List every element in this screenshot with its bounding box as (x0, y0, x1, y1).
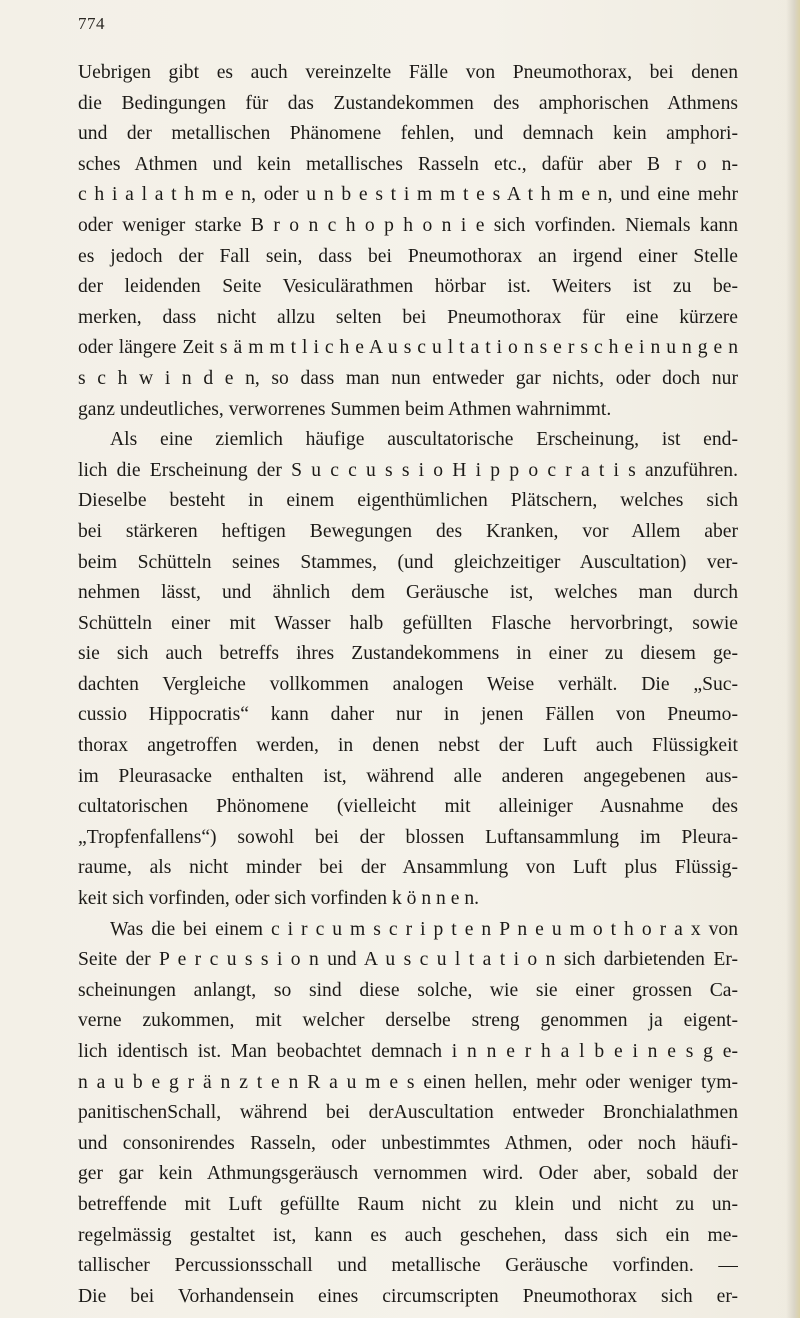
text-line: oder längere Zeit s ä m m t l i c h e A u s c u l t a t i o n s e r s c h e i n u n g e n (78, 337, 738, 359)
text-line: n a u b e g r ä n z t e n R a u m e s einen hellen, mehr oder weniger tym- (78, 1071, 738, 1093)
text-line: cultatorischen Phönomene (vielleicht mit alleiniger Ausnahme des (78, 796, 738, 818)
text-line: dachten Vergleiche vollkommen analogen Weise verhält. Die „Suc- (78, 673, 738, 695)
text-line: tallischer Percussionsschall und metallische Geräusche vorfinden. — (78, 1255, 738, 1277)
text-line: die Bedingungen für das Zustandekommen des amphorischen Athmens (78, 92, 738, 114)
body-text (78, 58, 738, 1312)
text-line: Uebrigen gibt es auch vereinzelte Fälle von Pneumothorax, bei denen (78, 62, 738, 83)
text-line: panitischenSchall, während bei derAuscultation entweder Bronchialathmen (78, 1102, 738, 1124)
text-line: ganz undeutliches, verworrenes Summen beim Athmen wahrnimmt. (78, 398, 612, 420)
text-line: und der metallischen Phänomene fehlen, und demnach kein amphori- (78, 123, 738, 145)
text-line: nehmen lässt, und ähnlich dem Geräusche ist, welches man durch (78, 582, 738, 604)
text-line: sches Athmen und kein metallisches Rasseln etc., dafür aber B r o n- (78, 153, 738, 175)
text-line: s c h w i n d e n, so dass man nun entweder gar nichts, oder doch nur (78, 367, 738, 389)
text-line: der leidenden Seite Vesiculärathmen hörbar ist. Weiters ist zu be- (78, 276, 738, 298)
text-line: keit sich vorfinden, oder sich vorfinden k ö n n e n. (78, 888, 480, 910)
text-line: Die bei Vorhandensein eines circumscripten Pneumothorax sich er- (78, 1285, 738, 1307)
text-line: regelmässig gestaltet ist, kann es auch geschehen, dass sich ein me- (78, 1224, 738, 1246)
text-line: verne zukommen, mit welcher derselbe streng genommen ja eigent- (78, 1010, 738, 1032)
text-line: sie sich auch betreffs ihres Zustandekommens in einer zu diesem ge- (78, 643, 738, 665)
page-number: 774 (78, 14, 105, 33)
text-line: oder weniger starke B r o n c h o p h o n i e sich vorfinden. Niemals kann (78, 214, 738, 236)
text-line: c h i a l a t h m e n, oder u n b e s t i m m t e s A t h m e n, und eine mehr (78, 184, 738, 206)
text-line: cussio Hippocratis“ kann daher nur in jenen Fällen von Pneumo- (78, 704, 738, 726)
text-line: merken, dass nicht allzu selten bei Pneumothorax für eine kürzere (78, 306, 738, 328)
text-line: es jedoch der Fall sein, dass bei Pneumothorax an irgend einer Stelle (78, 245, 738, 267)
text-line: Seite der P e r c u s s i o n und A u s c u l t a t i o n sich darbietenden Er- (78, 949, 738, 971)
text-line: beim Schütteln seines Stammes, (und gleichzeitiger Auscultation) ver- (78, 551, 738, 573)
text-line: lich die Erscheinung der S u c c u s s i o H i p p o c r a t i s anzuführen. (78, 459, 738, 481)
text-line: im Pleurasacke enthalten ist, während alle anderen angegebenen aus- (78, 765, 738, 787)
text-line: lich identisch ist. Man beobachtet demnach i n n e r h a l b e i n e s g e- (78, 1041, 738, 1062)
text-line: Dieselbe besteht in einem eigenthümlichen Plätschern, welches sich (78, 490, 738, 512)
text-line: thorax angetroffen werden, in denen nebst der Luft auch Flüssigkeit (78, 735, 738, 757)
page-edge (786, 0, 800, 1318)
text-line: bei stärkeren heftigen Bewegungen des Kranken, vor Allem aber (78, 520, 738, 542)
text-line: ger gar kein Athmungsgeräusch vernommen wird. Oder aber, sobald der (78, 1163, 738, 1185)
text-line: raume, als nicht minder bei der Ansammlung von Luft plus Flüssig- (78, 857, 738, 879)
text-line: Als eine ziemlich häufige auscultatorische Erscheinung, ist end- (110, 429, 738, 451)
text-line: und consonirendes Rasseln, oder unbestimmtes Athmen, oder noch häufi- (78, 1132, 738, 1154)
text-line: Schütteln einer mit Wasser halb gefüllten Flasche hervorbringt, sowie (78, 612, 738, 634)
text-line: Was die bei einem c i r c u m s c r i p t e n P n e u m o t h o r a x von (110, 918, 738, 940)
text-line: scheinungen anlangt, so sind diese solche, wie sie einer grossen Ca- (78, 979, 738, 1001)
text-line: „Tropfenfallens“) sowohl bei der blossen Luftansammlung im Pleura- (78, 826, 738, 848)
text-line: betreffende mit Luft gefüllte Raum nicht zu klein und nicht zu un- (78, 1193, 738, 1215)
